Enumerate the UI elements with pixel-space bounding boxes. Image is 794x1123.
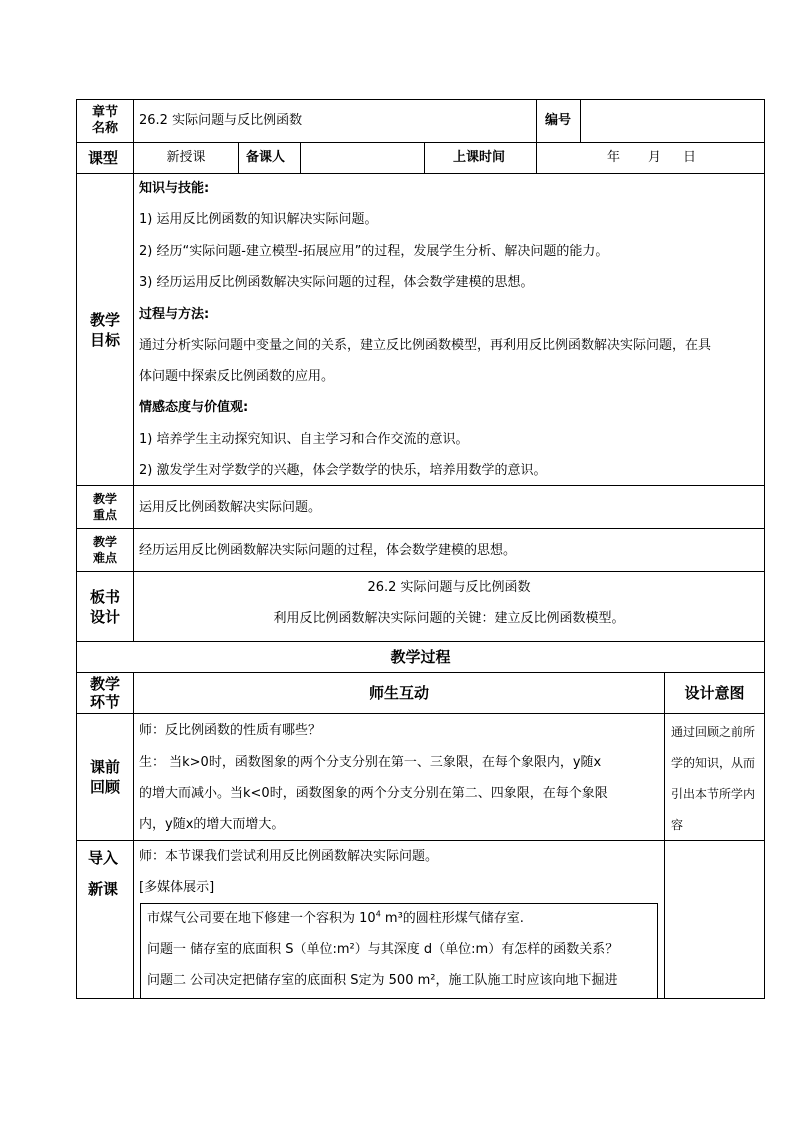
column-line — [536, 142, 537, 173]
column-line — [536, 99, 537, 142]
difficulty-label: 教学 难点 — [92, 535, 117, 565]
table-border-bottom — [76, 998, 765, 999]
chapter-name-value: 26.2 实际问题与反比例函数 — [139, 113, 303, 128]
column-line — [238, 142, 239, 173]
chapter-name-label: 章节 名称 — [91, 105, 118, 136]
difficulty-text: 经历运用反比例函数解决实际问题的过程，体会数学建模的思想。 — [139, 543, 517, 558]
review-stage-label: 课前 回顾 — [89, 758, 120, 796]
key-point-text: 运用反比例函数解决实际问题。 — [139, 500, 322, 515]
knowledge-heading: 知识与技能: — [139, 181, 210, 196]
attitude-item: 1) 培养学生主动探究知识、自主学习和合作交流的意识。 — [139, 432, 469, 447]
review-line: 师：反比例函数的性质有哪些？ — [139, 723, 322, 738]
lesson-type-label: 课型 — [88, 149, 119, 167]
problem-intro-line: 市煤气公司要在地下修建一个容积为 $10^4$ m³的圆柱形煤气储存室. — [147, 909, 524, 926]
key-point-label: 教学 重点 — [92, 492, 117, 522]
process-title: 教学过程 — [390, 648, 451, 666]
column-line — [424, 142, 425, 173]
process-line: 通过分析实际问题中变量之间的关系，建立反比例函数模型，再利用反比例函数解决实际问题，在具 — [139, 338, 712, 353]
board-design-label: 板书 设计 — [89, 587, 120, 626]
review-intent-line: 引出本节所学内 — [671, 787, 756, 801]
intent-column-header: 设计意图 — [684, 684, 745, 702]
table-border-right — [764, 99, 765, 998]
date-day: 日 — [683, 150, 697, 165]
intro-stage-label-2: 新课 — [88, 880, 119, 898]
review-line: 的增大而减小。当k<0时，函数图象的两个分支分别在第二、四象限，在每个象限 — [139, 786, 608, 801]
row-line — [76, 528, 765, 529]
multimedia-tag: [多媒体展示] — [139, 880, 215, 895]
board-line-title: 26.2 实际问题与反比例函数 — [367, 580, 531, 595]
attitude-heading: 情感态度与价值观: — [139, 400, 249, 415]
process-line: 体问题中探索反比例函数的应用。 — [139, 369, 335, 384]
row-line — [76, 485, 765, 486]
interaction-column-header: 师生互动 — [368, 684, 429, 702]
lesson-type-value: 新授课 — [166, 150, 206, 165]
column-line — [133, 99, 134, 641]
date-year: 年 — [607, 150, 621, 165]
stage-column-header: 教学 环节 — [89, 675, 120, 711]
date-month: 月 — [648, 150, 662, 165]
review-intent-line: 通过回顾之前所 — [671, 725, 756, 739]
review-intent-line: 容 — [671, 818, 684, 832]
review-line: 内，y随x的增大而增大。 — [139, 817, 285, 832]
process-heading: 过程与方法: — [139, 307, 210, 322]
column-line — [300, 142, 301, 173]
intro-stage-label-1: 导入 — [88, 849, 119, 867]
column-line — [133, 672, 134, 998]
row-line — [76, 571, 765, 572]
review-intent-line: 学的知识，从而 — [671, 756, 756, 770]
row-line — [76, 840, 765, 841]
problem-question-2: 问题二 公司决定把储存室的底面积 S定为 500 m²，施工队施工时应该向地下掘进 — [147, 973, 618, 988]
knowledge-item: 1) 运用反比例函数的知识解决实际问题。 — [139, 212, 378, 227]
board-line-key: 利用反比例函数解决实际问题的关键：建立反比例函数模型。 — [273, 611, 625, 626]
column-line — [664, 672, 665, 998]
column-line — [580, 99, 581, 142]
knowledge-item: 2) 经历“实际问题-建立模型-拓展应用”的过程，发展学生分析、解决问题的能力。 — [139, 244, 609, 259]
class-time-label: 上课时间 — [453, 150, 506, 165]
knowledge-item: 3) 经历运用反比例函数解决实际问题的过程，体会数学建模的思想。 — [139, 275, 534, 290]
number-label: 编号 — [545, 113, 572, 128]
preparer-label: 备课人 — [246, 150, 286, 165]
row-line — [76, 99, 765, 100]
attitude-item: 2) 激发学生对学数学的兴趣，体会学数学的快乐，培养用数学的意识。 — [139, 463, 547, 478]
row-line — [76, 173, 765, 174]
teaching-goals-label: 教学 目标 — [89, 310, 120, 349]
row-line — [76, 713, 765, 714]
problem-question-1: 问题一 储存室的底面积 S（单位:m²）与其深度 d（单位:m）有怎样的函数关系？ — [147, 942, 619, 957]
review-line: 生： 当k>0时，函数图象的两个分支分别在第一、三象限，在每个象限内，y随x — [139, 755, 602, 770]
intro-line: 师：本节课我们尝试利用反比例函数解决实际问题。 — [139, 849, 439, 864]
